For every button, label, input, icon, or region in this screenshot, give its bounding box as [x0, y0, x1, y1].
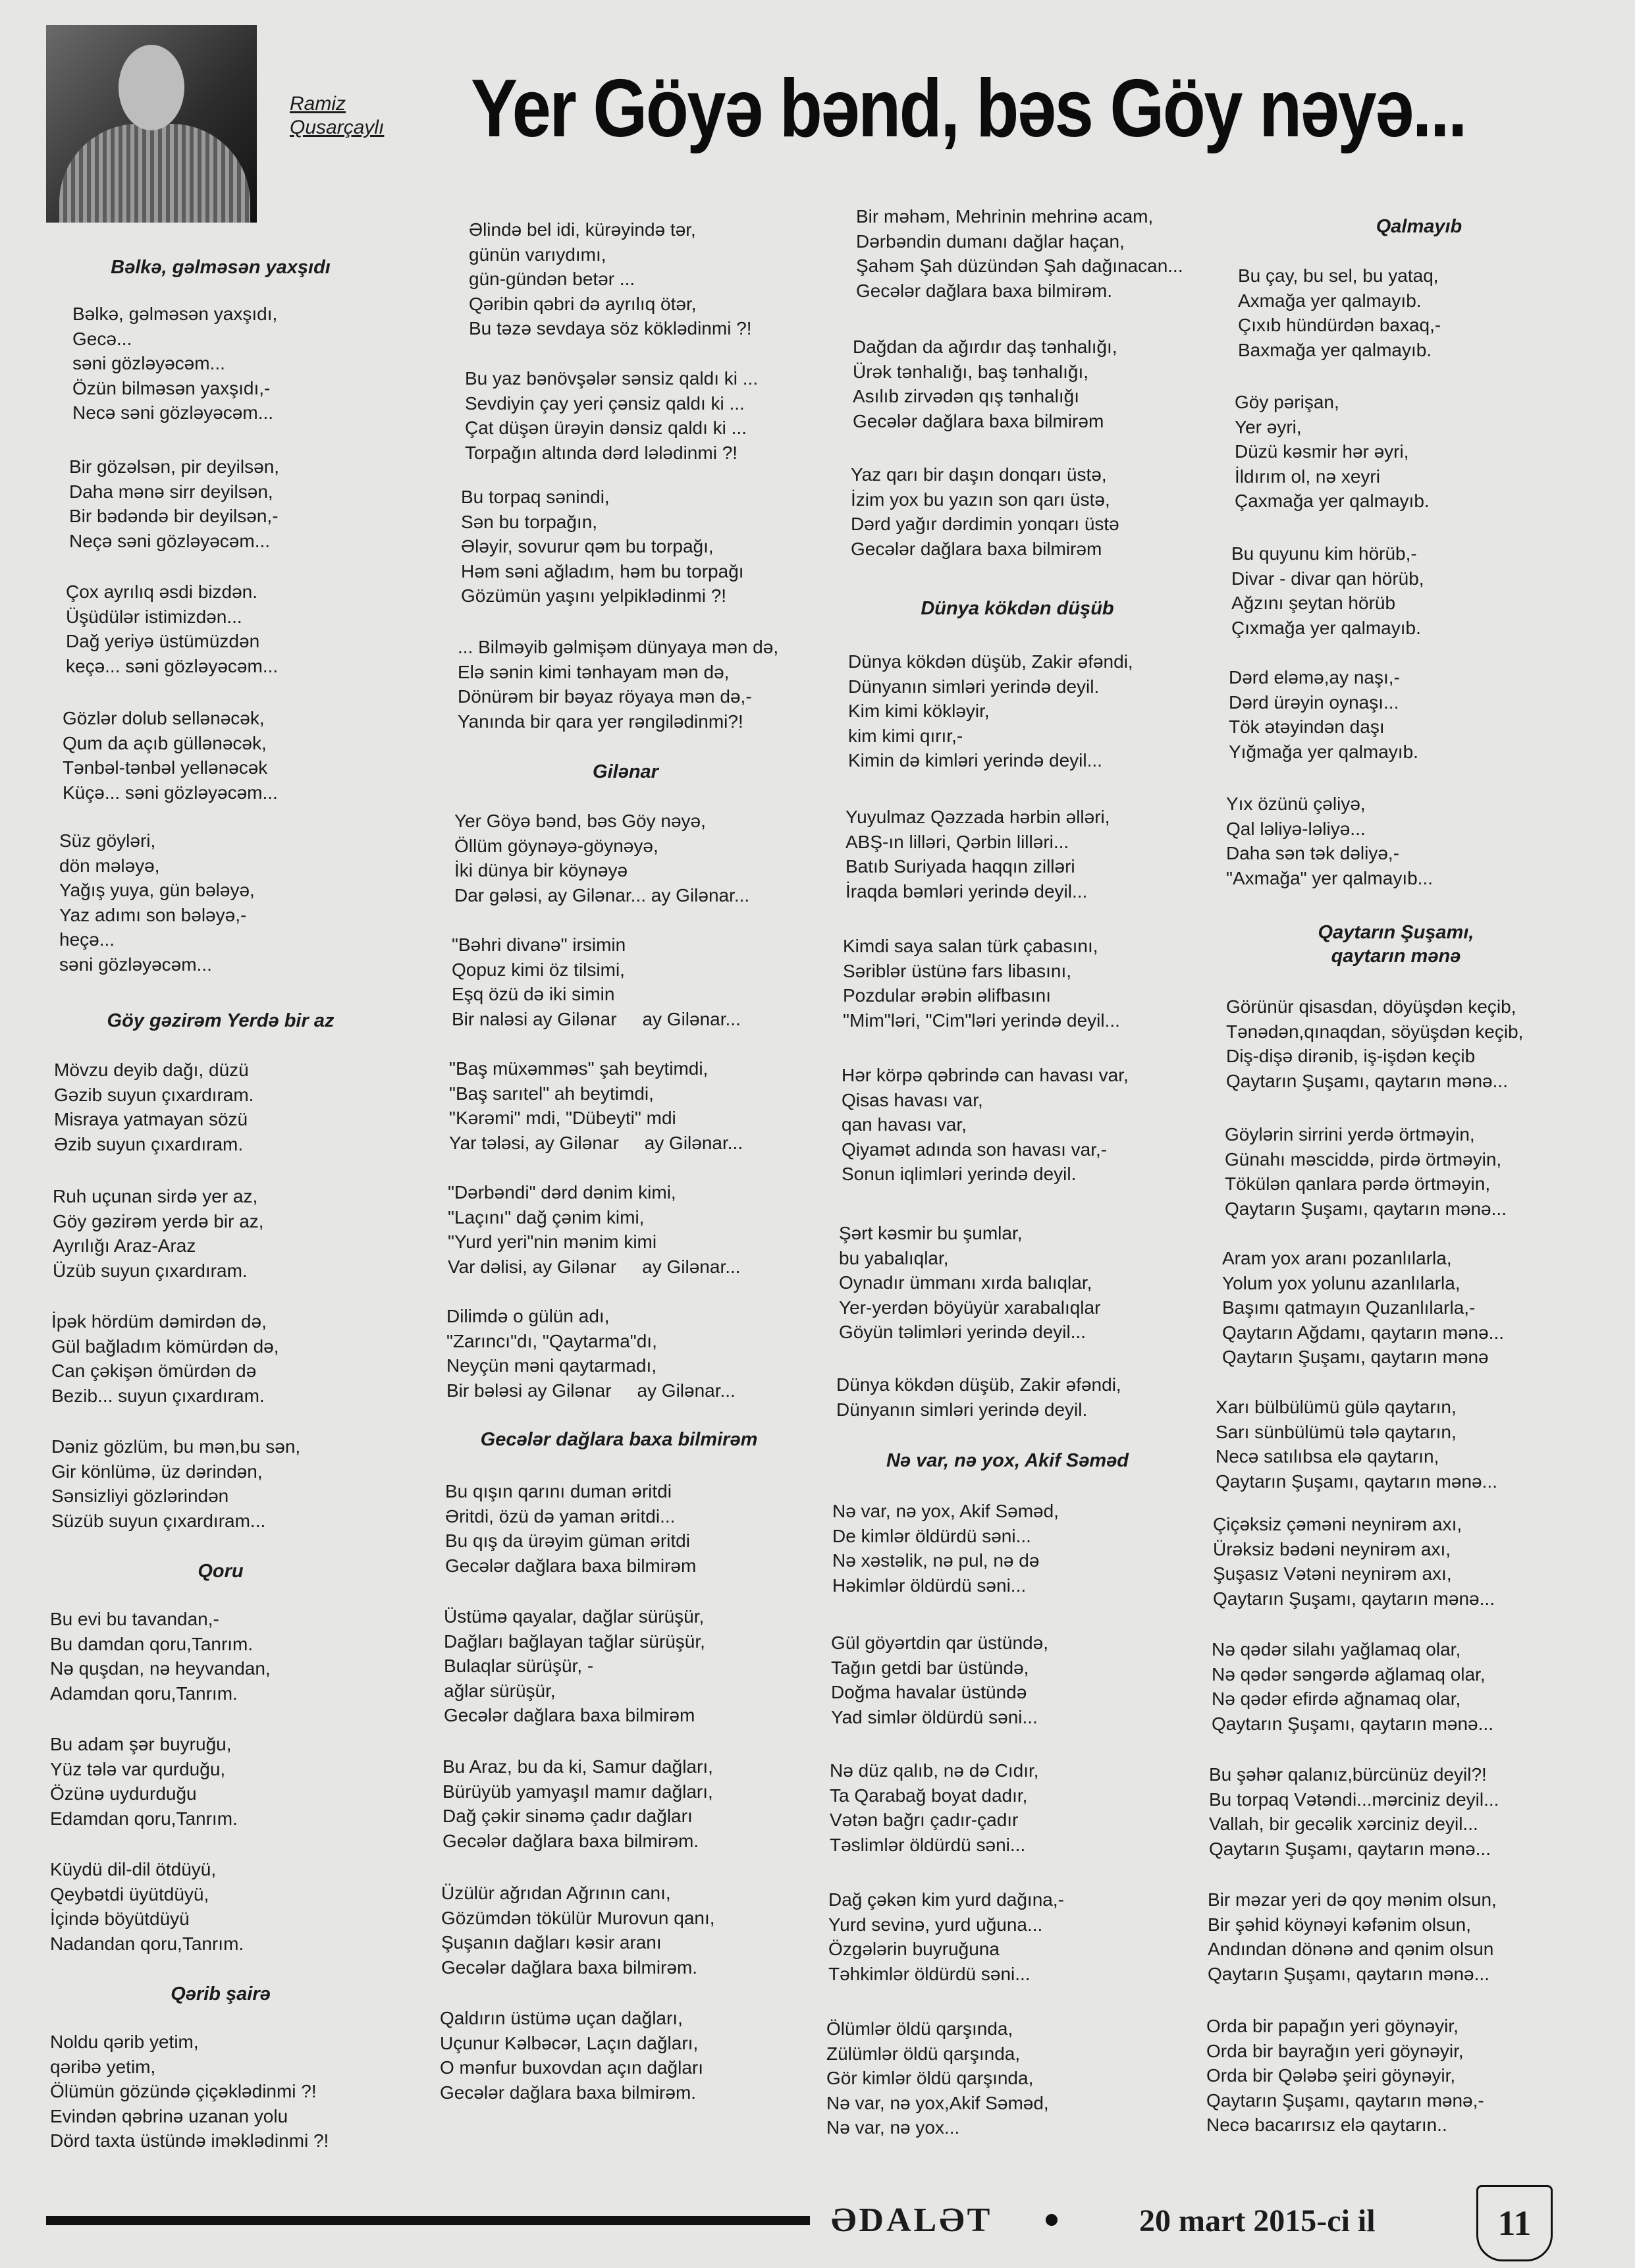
poem-stanza: Bir gözəlsən, pir deyilsən, Daha mənə sirr deyilsən, Bir bədəndə bir deyilsən,- Neçə səni gözləyəcəm... [69, 456, 280, 551]
poem-stanza: Yuyulmaz Qəzzada hərbin əlləri, ABŞ-ın lilləri, Qərbin lilləri... Batıb Suriyada haqqın zilləri İraqda bəmləri yerində deyil... [845, 807, 1110, 902]
poem-stanza: ... Bilməyib gəlmişəm dünyaya mən də, Elə sənin kimi tənhayam mən də, Dönürəm bir bəyaz röyaya mən də,- Yanında bir qara yer rəngilədinmi?! [458, 637, 779, 732]
poem-title: Gecələr dağlara baxa bilmirəm [480, 1429, 758, 1450]
poem-stanza: Dərd eləmə,ay naşı,- Dərd ürəyin oynaşı... Tök ətəyindən daşı Yığmağa yer qalmayıb. [1229, 667, 1418, 762]
poem-stanza: Ölümlər öldü qarşında, Zülümlər öldü qarşında, Gör kimlər öldü qarşında, Nə var, nə yox,Akif Səməd, Nə var, nə yox... [826, 2018, 1049, 2138]
newspaper-name: ƏDALƏT [831, 2201, 993, 2239]
poem-stanza: Yıx özünü çəliyə, Qal ləliyə-ləliyə... Daha sən tək dəliyə,- "Axmağa" yer qalmayıb... [1226, 794, 1434, 888]
poem-stanza: "Baş müxəmməs" şah beytimdi, "Baş sarıtel" ah beytimdi, "Kərəmi" mdi, "Dübeyti" mdi Yar tələsi, ay Gilənar ay Gilənar... [449, 1058, 743, 1153]
poem-stanza: Noldu qərib yetim, qəribə yetim, Ölümün gözündə çiçəklədinmi ?! Evindən qəbrinə uzanan yolu Dörd taxta üstündə iməklədinmi ?! [50, 2032, 329, 2151]
poem-stanza: Dilimdə o gülün adı, "Zarıncı"dı, "Qaytarma"dı, Neyçün məni qaytarmadı, Bir bələsi ay Gilənar ay Gilənar... [446, 1306, 736, 1401]
poem-stanza: Göy pərişan, Yer əyri, Düzü kəsmir hər əyri, İldırım ol, nə xeyri Çaxmağa yer qalmayıb. [1235, 392, 1430, 511]
page-number: 11 [1476, 2185, 1553, 2261]
poem-stanza: Dağdan da ağırdır daş tənhalığı, Ürək tənhalığı, baş tənhalığı, Asılıb zirvədən qış tənhalığı Gecələr dağlara baxa bilmirəm [853, 337, 1117, 431]
poem-stanza: Bu Araz, bu da ki, Samur dağları, Bürüyüb yamyaşıl mamır dağları, Dağ çəkir sinəmə çadır dağları Gecələr dağlara baxa bilmirəm. [442, 1756, 713, 1851]
poem-title: Qaytarın Şuşamı, qaytarın mənə [1318, 922, 1474, 967]
poem-stanza: Göylərin sirrini yerdə örtməyin, Günahı məsciddə, pirdə örtməyin, Tökülən qanlara pərdə örtməyin, Qaytarın Şuşamı, qaytarın mənə... [1225, 1124, 1507, 1219]
poem-stanza: Xarı bülbülümü gülə qaytarın, Sarı sünbülümü tələ qaytarın, Necə satılıbsa elə qaytarın, Qaytarın Şuşamı, qaytarın mənə... [1216, 1397, 1497, 1492]
poem-stanza: Bu çay, bu sel, bu yataq, Axmağa yer qalmayıb. Çıxıb hündürdən baxaq,- Baxmağa yer qalmayıb. [1238, 265, 1441, 360]
poem-stanza: Küydü dil-dil ötdüyü, Qeybətdi üyütdüyü, İçində böyütdüyü Nadandan qoru,Tanrım. [50, 1859, 244, 1954]
poem-stanza: Dünya kökdən düşüb, Zakir əfəndi, Dünyanın simləri yerində deyil. Kim kimi kökləyir, kim kimi qırır,- Kimin də kimləri yerində deyil... [848, 651, 1133, 770]
poem-stanza: Süz göyləri, dön mələyə, Yağış yuya, gün bələyə, Yaz adımı son bələyə,- heçə... səni gözləyəcəm... [59, 830, 255, 975]
poem-stanza: Bir məzar yeri də qoy mənim olsun, Bir şəhid köynəyi kəfənim olsun, Andından dönənə and qənim olsun Qaytarın Şuşamı, qaytarın mənə... [1208, 1889, 1497, 1984]
poem-stanza: Əlində bel idi, kürəyində tər, günün varıydımı, gün-gündən betər ... Qəribin qəbri də ayrılıq ötər, Bu təzə sevdaya söz köklədinmi ?! [469, 219, 752, 338]
poem-stanza: Nə qədər silahı yağlamaq olar, Nə qədər səngərdə ağlamaq olar, Nə qədər efirdə ağnamaq olar, Qaytarın Şuşamı, qaytarın mənə... [1212, 1639, 1493, 1734]
poem-stanza: Şərt kəsmir bu şumlar, bu yabalıqlar, Oynadır ümmanı xırda balıqlar, Yer-yerdən böyüyür xarabalıqlar Göyün təlimləri yerində deyil... [839, 1223, 1101, 1342]
poem-stanza: Qaldırın üstümə uçan dağları, Uçunur Kəlbəcər, Laçın dağları, O mənfur buxovdan açın dağları Gecələr dağlara baxa bilmirəm. [440, 2008, 704, 2103]
poem-stanza: Bu şəhər qalanız,bürcünüz deyil?! Bu torpaq Vətəndi...mərciniz deyil... Vallah, bir gecəlik xərciniz deyil... Qaytarın Şuşamı, qaytarın mənə... [1209, 1764, 1499, 1859]
poem-stanza: Dəniz gözlüm, bu mən,bu sən, Gir könlümə, üz dərindən, Sənsizliyi gözlərindən Süzüb suyun çıxardıram... [51, 1436, 301, 1531]
poem-title: Bəlkə, gəlməsən yaxşıdı [111, 257, 331, 278]
poem-stanza: Dağ çəkən kim yurd dağına,- Yurd sevinə, yurd uğuna... Özgələrin buyruğuna Təhkimlər öldürdü səni... [828, 1889, 1064, 1984]
poem-stanza: Yaz qarı bir daşın donqarı üstə, İzim yox bu yazın son qarı üstə, Dərd yağır dərdimin yonqarı üstə Gecələr dağlara baxa bilmirəm [851, 464, 1119, 559]
poem-title: Qalmayıb [1376, 216, 1462, 237]
poem-stanza: Yer Göyə bənd, bəs Göy nəyə, Öllüm göynəyə-göynəyə, İki dünya bir köynəyə Dar gələsi, ay Gilənar... ay Gilənar... [454, 811, 750, 905]
poem-stanza: Gözlər dolub sellənəcək, Qum da açıb güllənəcək, Tənbəl-tənbəl yellənəcək Küçə... səni gözləyəcəm... [63, 708, 278, 803]
poem-title: Dünya kökdən düşüb [921, 598, 1114, 619]
poem-stanza: Çiçəksiz çəməni neynirəm axı, Ürəksiz bədəni neynirəm axı, Şuşasız Vətəni neynirəm axı, Qaytarın Şuşamı, qaytarın mənə... [1213, 1514, 1495, 1609]
poem-stanza: Çox ayrılıq əsdi bizdən. Üşüdülər istimizdən... Dağ yeriyə üstümüzdən keçə... səni gözləyəcəm... [66, 581, 279, 676]
poem-stanza: Hər körpə qəbrində can havası var, Qisas havası var, qan havası var, Qiyamət adında son havası var,- Sonun iqlimləri yerində deyil. [842, 1065, 1129, 1184]
poem-title: Qərib şairə [171, 1984, 271, 2005]
poem-stanza: Üzülür ağrıdan Ağrının canı, Gözümdən tökülür Murovun qanı, Şuşanın dağları kəsir aranı Gecələr dağlara baxa bilmirəm. [441, 1883, 715, 1978]
author-photo [46, 25, 257, 223]
author-name: Ramiz Qusarçaylı [290, 93, 385, 138]
poem-stanza: Gül göyərtdin qar üstündə, Tağın getdi bar üstündə, Doğma havalar üstündə Yad simlər öldürdü səni... [831, 1633, 1048, 1727]
poem-stanza: Görünür qisasdan, döyüşdən keçib, Tənədən,qınaqdan, söyüşdən keçib, Diş-dişə dirənib, iş-işdən keçib Qaytarın Şuşamı, qaytarın mənə... [1226, 996, 1524, 1091]
poem-stanza: Bu yaz bənövşələr sənsiz qaldı ki ... Sevdiyin çay yeri çənsiz qaldı ki ... Çat düşən ürəyin dənsiz qaldı ki ... Torpağın altında dərd lələdinmi ?! [465, 368, 759, 463]
poem-stanza: Bu adam şər buyruğu, Yüz tələ var qurduğu, Özünə uydurduğu Edamdan qoru,Tanrım. [50, 1734, 238, 1829]
poem-stanza: Nə var, nə yox, Akif Səməd, De kimlər öldürdü səni... Nə xəstəlik, nə pul, nə də Həkimlər öldürdü səni... [832, 1501, 1059, 1596]
poem-stanza: Aram yox aranı pozanlılarla, Yolum yox yolunu azanlılarla, Başımı qatmayın Quzanlılarla,- Qaytarın Ağdamı, qaytarın mənə... Qaytarın Şuşamı, qaytarın mənə [1222, 1248, 1504, 1367]
poem-stanza: Nə düz qalıb, nə də Cıdır, Ta Qarabağ boyat dadır, Vətən bağrı çadır-çadır Təslimlər öldürdü səni... [830, 1760, 1039, 1855]
poem-title: Qoru [198, 1561, 244, 1582]
poem-stanza: Bu qışın qarını duman əritdi Əritdi, özü də yaman əritdi... Bu qış da ürəyim güman əritdi Gecələr dağlara baxa bilmirəm [445, 1481, 697, 1576]
poem-stanza: Bu quyunu kim hörüb,- Divar - divar qan hörüb, Ağzını şeytan hörüb Çıxmağa yer qalmayıb. [1231, 543, 1424, 638]
poem-stanza: Bəlkə, gəlməsən yaxşıdı, Gecə... səni gözləyəcəm... Özün bilməsən yaxşıdı,- Necə səni gözləyəcəm... [72, 304, 278, 423]
issue-date: 20 mart 2015-ci il [1139, 2203, 1376, 2238]
footer-dot [1046, 2214, 1058, 2226]
poem-title: Nə var, nə yox, Akif Səməd [886, 1450, 1129, 1471]
poem-title: Gilənar [593, 761, 658, 782]
author-photo-head [119, 45, 184, 130]
poem-stanza: Dünya kökdən düşüb, Zakir əfəndi, Dünyanın simləri yerində deyil. [836, 1374, 1121, 1420]
poem-stanza: İpək hördüm dəmirdən də, Gül bağladım kömürdən də, Can çəkişən ömürdən də Bezib... suyun çıxardıram. [51, 1311, 279, 1406]
poem-stanza: Bu evi bu tavandan,- Bu damdan qoru,Tanrım. Nə quşdan, nə heyvandan, Adamdan qoru,Tanrım. [50, 1609, 271, 1704]
footer-rule [46, 2216, 810, 2225]
poem-stanza: Üstümə qayalar, dağlar sürüşür, Dağları bağlayan tağlar sürüşür, Bulaqlar sürüşür, - ağlar sürüşür, Gecələr dağlara baxa bilmirəm [444, 1606, 705, 1725]
author-photo-shirt [59, 124, 250, 223]
poem-stanza: Mövzu deyib dağı, düzü Gəzib suyun çıxardıram. Misraya yatmayan sözü Əzib suyun çıxardıram. [54, 1060, 254, 1154]
poem-stanza: Bu torpaq sənindi, Sən bu torpağın, Ələyir, sovurur qəm bu torpağı, Həm səni ağladım, həm bu torpağı Gözümün yaşını yelpiklədinmi ?! [461, 487, 744, 606]
poem-stanza: Kimdi saya salan türk çabasını, Səriblər üstünə fars libasını, Pozdular ərəbin əlifbasını "Mim"ləri, "Cim"ləri yerində deyil... [843, 936, 1120, 1031]
poem-stanza: Orda bir papağın yeri göynəyir, Orda bir bayrağın yeri göynəyir, Orda bir Qələbə şeiri göynəyir, Qaytarın Şuşamı, qaytarın mənə,- Necə bacarırsız elə qaytarın.. [1206, 2016, 1484, 2135]
poem-stanza: "Bəhri divanə" irsimin Qopuz kimi öz tilsimi, Eşq özü də iki simin Bir naləsi ay Gilənar ay Gilənar... [452, 934, 741, 1029]
poem-title: Göy gəzirəm Yerdə bir az [107, 1010, 335, 1031]
poem-stanza: "Dərbəndi" dərd dənim kimi, "Laçını" dağ çənim kimi, "Yurd yeri"nin mənim kimi Var dəlisi, ay Gilənar ay Gilənar... [448, 1182, 741, 1277]
page-headline: Yer Göyə bənd, bəs Göy nəyə... [471, 63, 1466, 154]
poem-stanza: Bir məhəm, Mehrinin mehrinə acam, Dərbəndin dumanı dağlar haçan, Şahəm Şah düzündən Şah dağınacan... Gecələr dağlara baxa bilmirəm. [856, 206, 1183, 301]
poem-stanza: Ruh uçunan sirdə yer az, Göy gəzirəm yerdə bir az, Ayrılığı Araz-Araz Üzüb suyun çıxardıram. [53, 1186, 264, 1281]
